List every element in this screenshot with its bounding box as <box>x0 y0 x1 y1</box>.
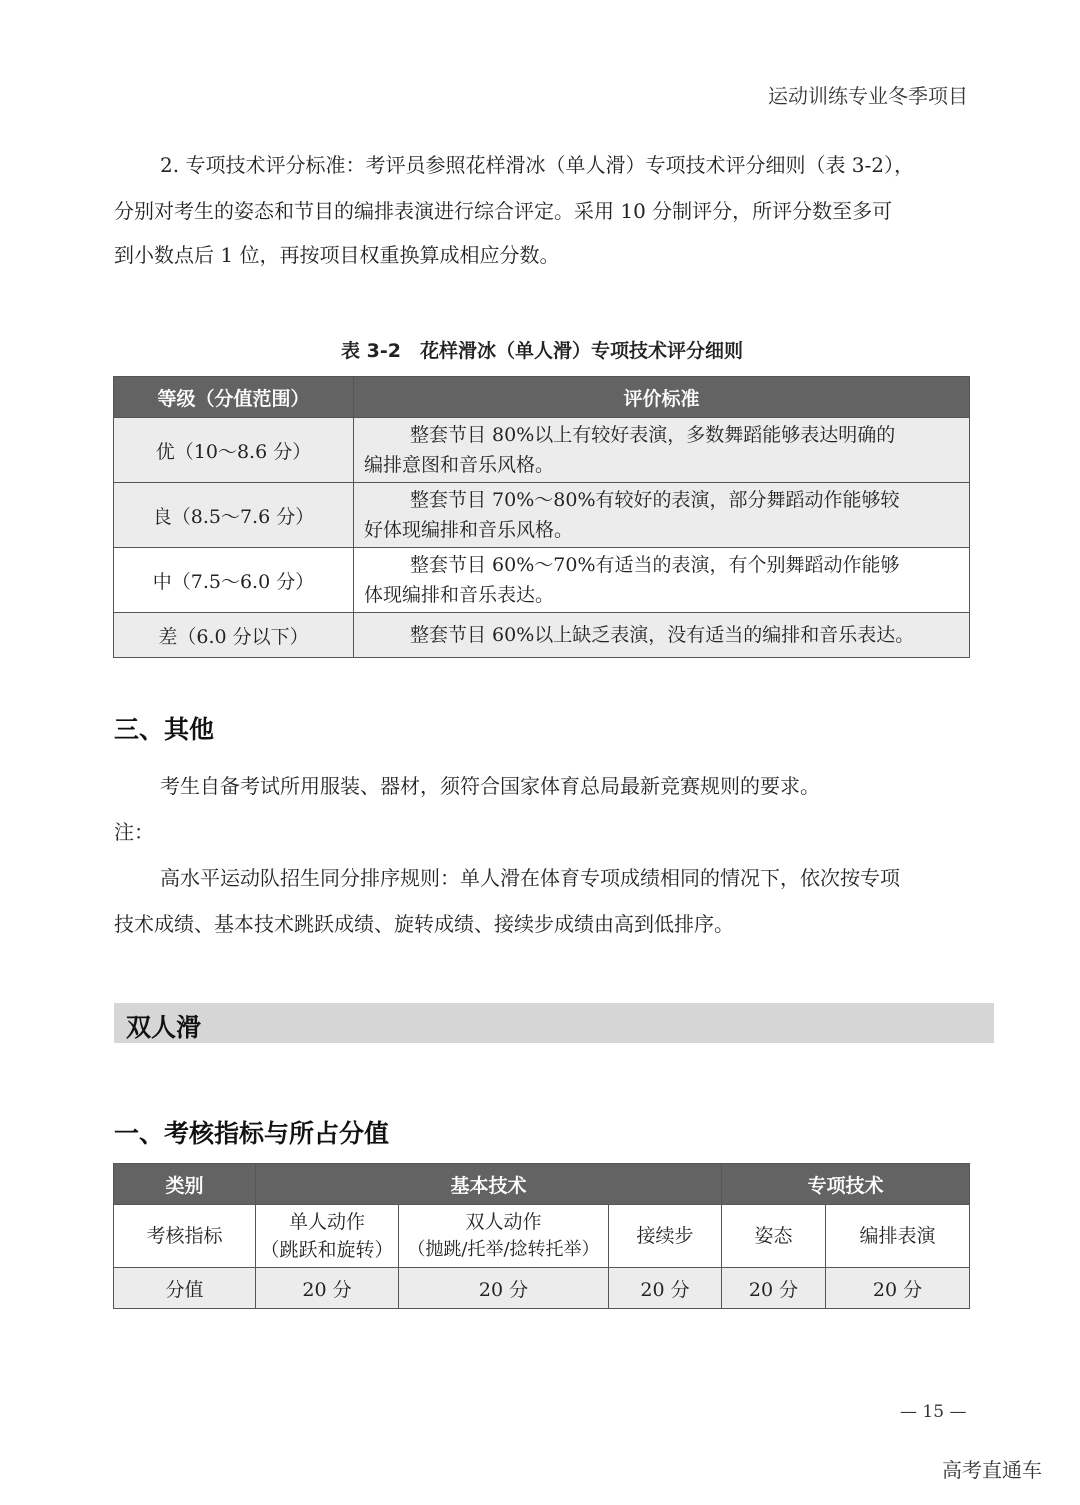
indicator-cell: 接续步 <box>609 1205 722 1268</box>
row-label-score: 分值 <box>114 1268 256 1309</box>
table-row <box>114 418 970 483</box>
section-heading-indicators: 一、考核指标与所占分值 <box>114 1119 390 1148</box>
score-cell: 20 分 <box>609 1268 722 1309</box>
score-cell: 20 分 <box>399 1268 609 1309</box>
section-band-title: 双人滑 <box>126 1013 202 1042</box>
indicator-line: （跳跃和旋转） <box>260 1239 394 1261</box>
row-label-indicator: 考核指标 <box>114 1205 256 1268</box>
table-caption: 表 3-2 花样滑冰（单人滑）专项技术评分细则 <box>341 340 743 362</box>
note-paragraph-cont: 技术成绩、基本技术跳跃成绩、旋转成绩、接续步成绩由高到低排序。 <box>114 912 734 936</box>
indicator-line: 双人动作 <box>465 1211 542 1233</box>
intro-line-3: 到小数点后 1 位，再按项目权重换算成相应分数。 <box>114 243 560 267</box>
column-header-criteria: 评价标准 <box>354 377 970 418</box>
indicator-cell: 编排表演 <box>826 1205 970 1268</box>
indicator-cell <box>399 1205 609 1268</box>
page-header-title: 运动训练专业冬季项目 <box>768 84 968 108</box>
intro-paragraph-cont <box>114 189 970 277</box>
grade-cell: 差（6.0 分以下） <box>114 613 354 658</box>
note-line-1: 高水平运动队招生同分排序规则：单人滑在体育专项成绩相同的情况下，依次按专项 <box>160 866 900 890</box>
criteria-line: 体现编排和音乐表达。 <box>364 584 555 606</box>
criteria-line: 编排意图和音乐风格。 <box>364 454 555 476</box>
indicator-line: （抛跳/托举/捻转托举） <box>407 1239 600 1260</box>
criteria-cell <box>354 613 970 658</box>
intro-line-2: 分别对考生的姿态和节目的编排表演进行综合评定。采用 10 分制评分，所评分数至多可 <box>114 199 893 223</box>
intro-line-1: 2. 专项技术评分标准：考评员参照花样滑冰（单人滑）专项技术评分细则（表 3-2）， <box>160 153 915 177</box>
intro-paragraph <box>114 143 970 187</box>
pairs-score-table <box>113 1163 970 1309</box>
watermark-text: 高考直通车 <box>942 1458 1042 1482</box>
note-label: 注： <box>114 820 154 844</box>
table-header-row <box>114 1164 970 1205</box>
column-header-special: 专项技术 <box>722 1164 970 1205</box>
page-number: — 15 — <box>900 1402 967 1422</box>
criteria-cell <box>354 483 970 548</box>
section-band-pairs <box>114 1003 994 1043</box>
score-cell: 20 分 <box>826 1268 970 1309</box>
criteria-line: 好体现编排和音乐风格。 <box>364 519 574 541</box>
scoring-table <box>113 376 970 658</box>
equipment-paragraph: 考生自备考试所用服装、器材，须符合国家体育总局最新竞赛规则的要求。 <box>160 774 820 798</box>
table-row <box>114 1268 970 1309</box>
indicator-line: 单人动作 <box>288 1211 365 1233</box>
column-header-basic: 基本技术 <box>256 1164 722 1205</box>
indicator-cell: 姿态 <box>722 1205 826 1268</box>
criteria-cell <box>354 418 970 483</box>
table-row <box>114 483 970 548</box>
indicator-cell <box>256 1205 399 1268</box>
score-cell: 20 分 <box>722 1268 826 1309</box>
table-row <box>114 613 970 658</box>
table-row <box>114 1205 970 1268</box>
note-paragraph <box>114 856 970 900</box>
criteria-cell <box>354 548 970 613</box>
grade-cell: 中（7.5～6.0 分） <box>114 548 354 613</box>
criteria-line: 整套节目 70%～80%有较好的表演，部分舞蹈动作能够较 <box>410 489 900 511</box>
column-header-category: 类别 <box>114 1164 256 1205</box>
criteria-line: 整套节目 60%～70%有适当的表演，有个别舞蹈动作能够 <box>410 554 900 576</box>
grade-cell: 优（10～8.6 分） <box>114 418 354 483</box>
section-heading-other: 三、其他 <box>114 715 215 744</box>
criteria-line: 整套节目 60%以上缺乏表演，没有适当的编排和音乐表达。 <box>410 624 915 646</box>
criteria-line: 整套节目 80%以上有较好表演，多数舞蹈能够表达明确的 <box>410 424 896 446</box>
table-header-row <box>114 377 970 418</box>
score-cell: 20 分 <box>256 1268 399 1309</box>
column-header-grade: 等级（分值范围） <box>114 377 354 418</box>
grade-cell: 良（8.5～7.6 分） <box>114 483 354 548</box>
table-row <box>114 548 970 613</box>
